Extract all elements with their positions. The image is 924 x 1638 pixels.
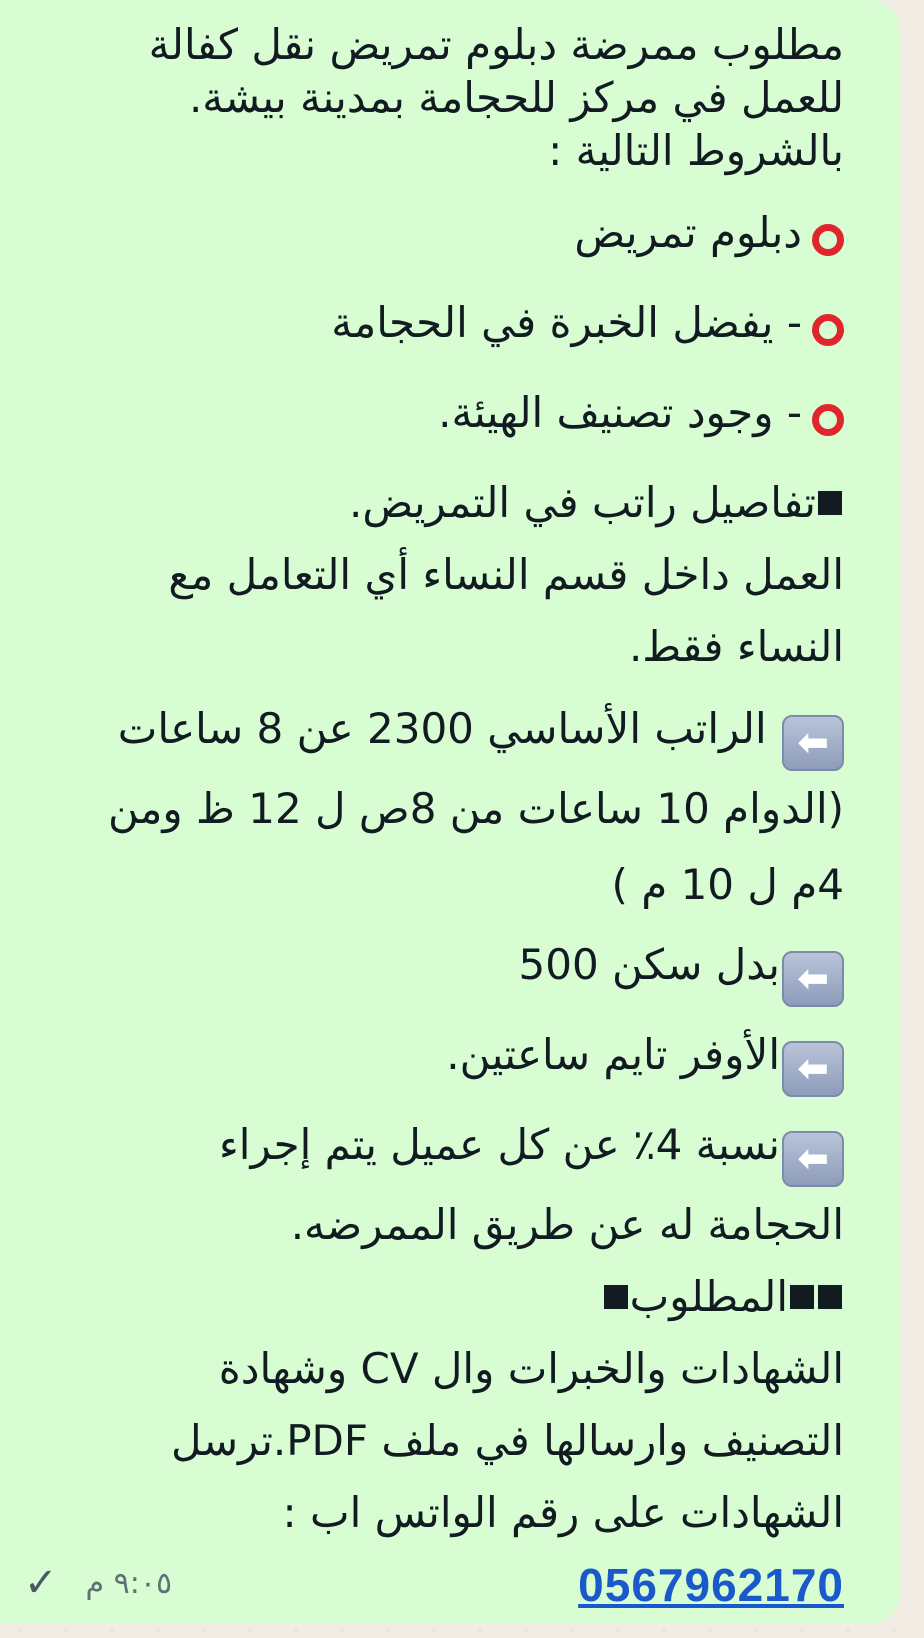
left-arrow-icon: ⬅ [782, 1131, 844, 1187]
condition-label: دبلوم تمريض [574, 208, 802, 257]
commission-label: نسبة 4٪ عن كل عميل يتم إجراء [219, 1120, 780, 1169]
condition-item [44, 298, 844, 348]
message-line: للعمل في مركز للحجامة بمدينة بيشة. [188, 73, 844, 122]
housing-label: بدل سكن 500 [518, 940, 780, 989]
message-line: الحجامة له عن طريق الممرضه. [290, 1200, 844, 1249]
message-line: الشهادات على رقم الواتس اب : [282, 1488, 844, 1537]
message-line: العمل داخل قسم النساء أي التعامل مع [168, 550, 844, 599]
condition-label: - وجود تصنيف الهيئة. [438, 388, 802, 437]
overtime-line [44, 1030, 844, 1090]
message-line: بالشروط التالية : [548, 126, 844, 175]
red-circle-icon [812, 314, 844, 346]
red-circle-icon [812, 404, 844, 436]
black-square-icon [790, 1285, 814, 1309]
left-arrow-icon: ⬅ [782, 1041, 844, 1097]
message-line: النساء فقط. [628, 622, 844, 671]
salary-line [44, 704, 844, 764]
message-line: التصنيف وارسالها في ملف PDF.ترسل [171, 1416, 844, 1465]
black-square-icon [604, 1285, 628, 1309]
message-line: الشهادات والخبرات وال CV وشهادة [218, 1344, 844, 1393]
overtime-label: الأوفر تايم ساعتين. [446, 1030, 780, 1079]
details-line [44, 478, 844, 528]
left-arrow-icon: ⬅ [782, 951, 844, 1007]
commission-line [44, 1120, 844, 1180]
required-heading [44, 1272, 844, 1322]
message-line: 4م ل 10 م ) [611, 860, 844, 909]
black-square-icon [818, 1285, 842, 1309]
phone-number-link[interactable]: 0567962170 [578, 1559, 844, 1611]
red-circle-icon [812, 224, 844, 256]
message-line: (الدوام 10 ساعات من 8ص ل 12 ظ ومن [107, 784, 844, 833]
housing-line [44, 940, 844, 1000]
black-square-icon [818, 491, 842, 515]
left-arrow-icon: ⬅ [782, 715, 844, 771]
message-text[interactable] [44, 20, 844, 1610]
message-meta [24, 1558, 172, 1608]
condition-item [44, 208, 844, 258]
message-line: مطلوب ممرضة دبلوم تمريض نقل كفالة [148, 20, 844, 69]
salary-label: الراتب الأساسي 2300 عن 8 ساعات [117, 704, 767, 753]
condition-label: - يفضل الخبرة في الحجامة [331, 298, 802, 347]
message-time: ٩:٠٥ م [85, 1565, 173, 1601]
single-check-icon: ✓ [24, 1560, 58, 1606]
required-label: المطلوب [629, 1272, 788, 1321]
condition-item [44, 388, 844, 438]
details-label: تفاصيل راتب في التمريض. [349, 478, 816, 527]
